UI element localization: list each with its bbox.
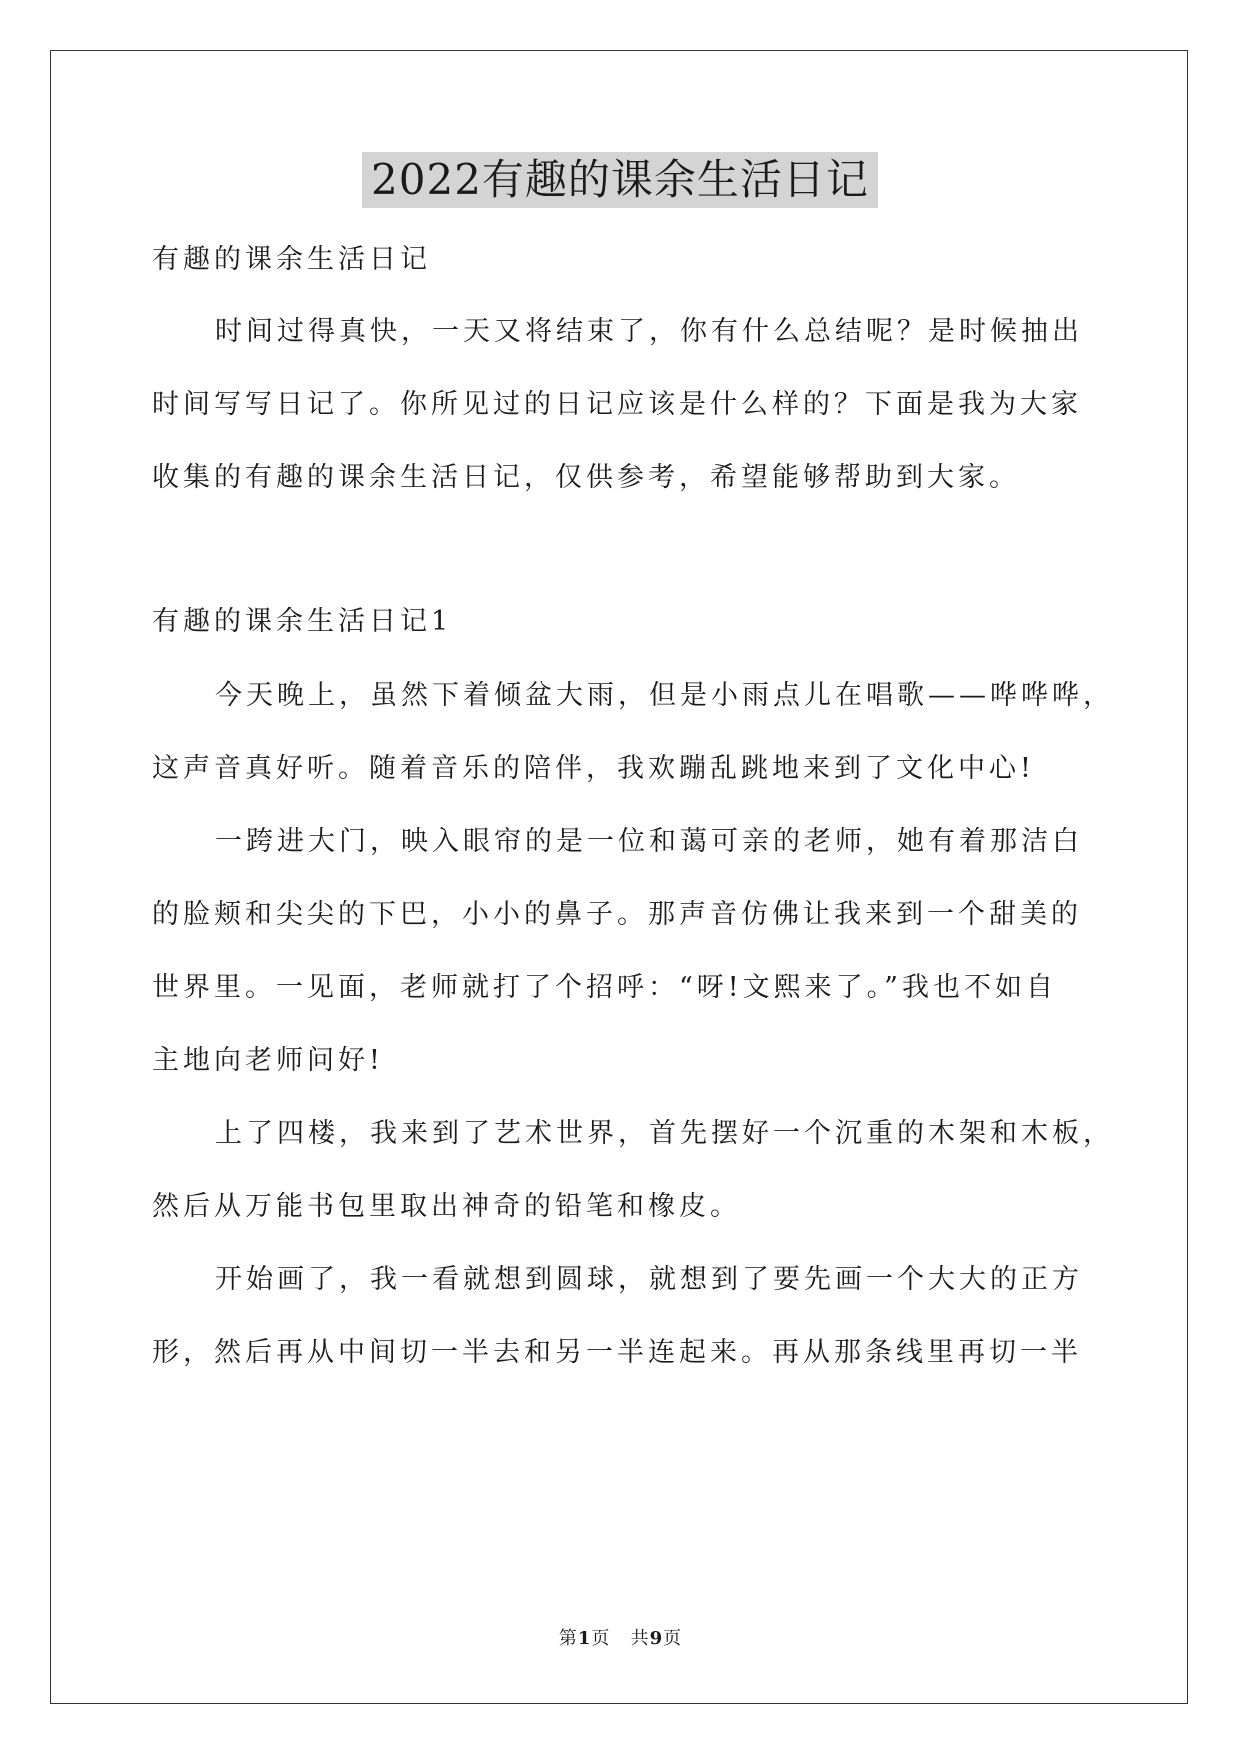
document-title: 2022有趣的课余生活日记 <box>362 152 878 208</box>
body-line: 上了四楼，我来到了艺术世界，首先摆好一个沉重的木架和木板， <box>215 1118 1114 1149</box>
intro-line: 时间过得真快，一天又将结束了，你有什么总结呢？是时候抽出 <box>215 316 1083 347</box>
section-heading: 有趣的课余生活日记1 <box>152 606 453 637</box>
body-line: 这声音真好听。随着音乐的陪伴，我欢蹦乱跳地来到了文化中心! <box>152 753 1035 784</box>
page-footer <box>0 1624 1241 1650</box>
footer-page-suffix: 页 <box>591 1628 611 1649</box>
body-line: 形，然后再从中间切一半去和另一半连起来。再从那条线里再切一半 <box>152 1337 1082 1368</box>
total-pages: 9 <box>649 1628 664 1649</box>
page-frame <box>50 50 1188 1704</box>
footer-total-suffix: 页 <box>663 1628 683 1649</box>
body-line: 一跨进大门，映入眼帘的是一位和蔼可亲的老师，她有着那洁白 <box>215 826 1083 857</box>
page-number: 1 <box>577 1628 592 1649</box>
intro-line: 时间写写日记了。你所见过的日记应该是什么样的？下面是我为大家 <box>152 389 1082 420</box>
document-subtitle: 有趣的课余生活日记 <box>152 244 431 275</box>
body-line: 然后从万能书包里取出神奇的铅笔和橡皮。 <box>152 1191 741 1222</box>
intro-line: 收集的有趣的课余生活日记，仅供参考，希望能够帮助到大家。 <box>152 462 1020 493</box>
body-line: 的脸颊和尖尖的下巴，小小的鼻子。那声音仿佛让我来到一个甜美的 <box>152 899 1082 930</box>
body-line: 主地向老师问好! <box>152 1045 384 1076</box>
footer-prefix: 第 <box>558 1628 578 1649</box>
footer-total-prefix: 共 <box>630 1628 650 1649</box>
body-line: 开始画了，我一看就想到圆球，就想到了要先画一个大大的正方 <box>215 1264 1083 1295</box>
body-line: 今天晚上，虽然下着倾盆大雨，但是小雨点儿在唱歌——哗哗哗， <box>215 680 1114 711</box>
body-line: 世界里。一见面，老师就打了个招呼：“呀!文熙来了。”我也不如自 <box>152 972 1057 1003</box>
